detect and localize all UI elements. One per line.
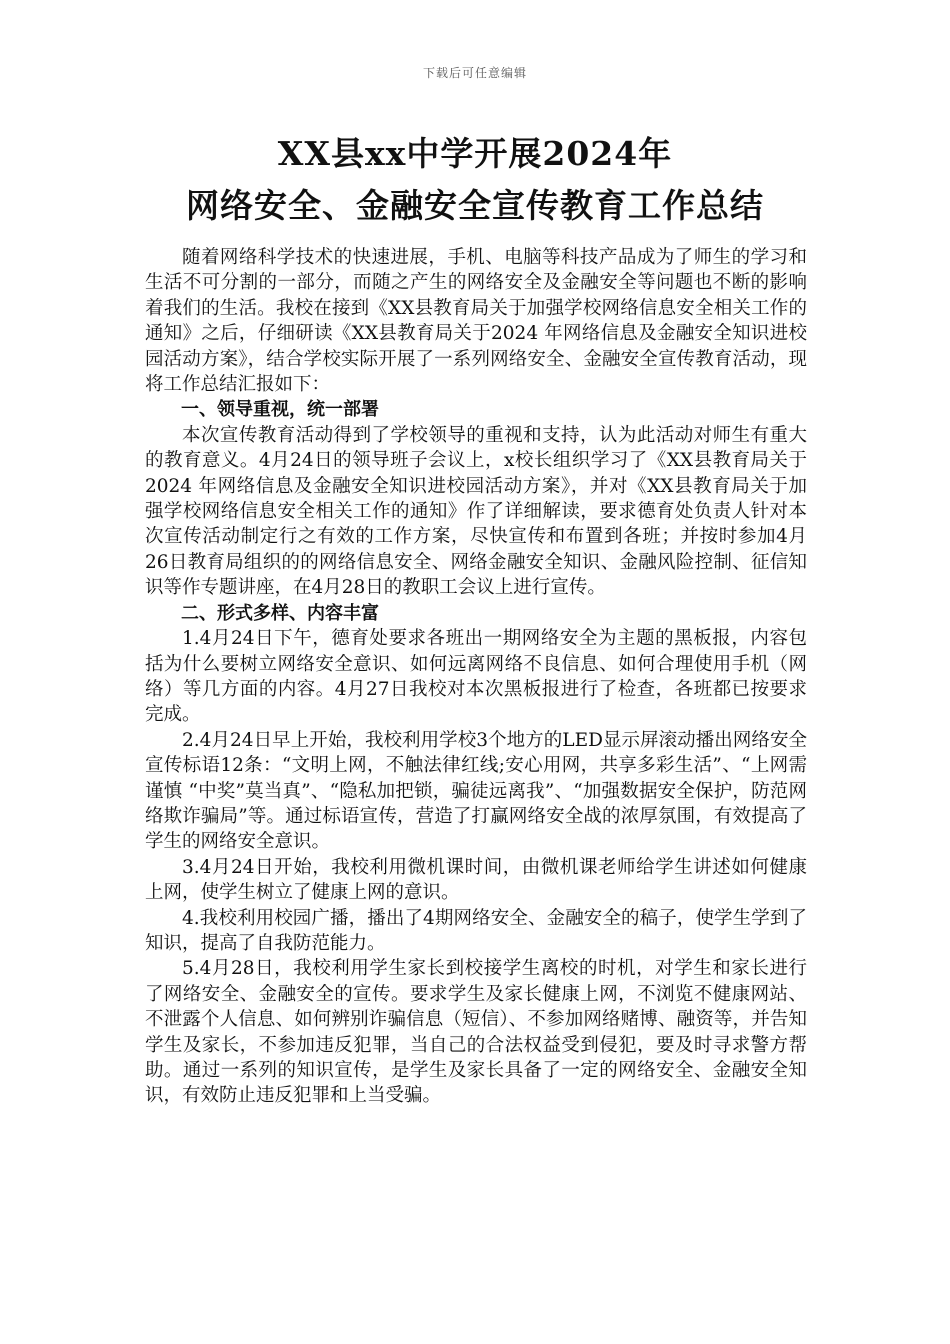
section-2-item-3: 3.4月24日开始，我校利用微机课时间，由微机课老师给学生讲述如何健康上网，使学生树立了健康上网的意识。 xyxy=(145,856,807,904)
section-2-item-5: 5.4月28日，我校利用学生家长到校接学生离校的时机，对学生和家长进行了网络安全、金融安全的宣传。要求学生及家长健康上网，不浏览不健康网站、不泄露个人信息、如何辨别诈骗信息（短信）、不参加网络赌博、融资等，并告知学生及家长，不参加违反犯罪，当自己的合法权益受到侵犯，要及时寻求警方帮助。通过一系列的知识宣传，是学生及家长具备了一定的网络安全、金融安全知识，有效防止违反犯罪和上当受骗。 xyxy=(145,958,807,1107)
section-1-paragraph: 本次宣传教育活动得到了学校领导的重视和支持，认为此活动对师生有重大的教育意义。4月24日的领导班子会议上，x校长组织学习了《XX县教育局关于2024 年网络信息及金融安全知识进校园活动方案》，并对《XX县教育局关于加强学校网络信息安全相关工作的通知》作了详细解读，要求德育处负责人针对本次宣传活动制定行之有效的工作方案，尽快宣传和布置到各班；并按时参加4月26日教育局组织的的网络信息安全、网络金融安全知识、金融风险控制、征信知识等作专题讲座，在4月28日的教职工会议上进行宣传。 xyxy=(145,424,807,599)
section-1-heading: 一、领导重视，统一部署 xyxy=(181,399,379,421)
document-body xyxy=(145,245,807,1109)
section-2-item-2: 2.4月24日早上开始，我校利用学校3个地方的LED显示屏滚动播出网络安全宣传标语12条：“文明上网，不触法律红线;安心用网，共享多彩生活”、“上网需谨慎 “中奖”莫当真”、“隐私加把锁，骗徒远离我”、“加强数据安全保护，防范网络欺诈骗局”等。通过标语宣传，营造了打赢网络安全战的浓厚氛围，有效提高了学生的网络安全意识。 xyxy=(145,729,807,853)
intro-paragraph: 随着网络科学技术的快速进展，手机、电脑等科技产品成为了师生的学习和生活不可分割的一部分，而随之产生的网络安全及金融安全等问题也不断的影响着我们的生活。我校在接到《XX县教育局关于加强学校网络信息安全相关工作的通知》之后，仔细研读《XX县教育局关于2024 年网络信息及金融安全知识进校园活动方案》，结合学校实际开展了一系列网络安全、金融安全宣传教育活动，现将工作总结汇报如下： xyxy=(145,247,807,396)
header-note: 下载后可任意编辑 xyxy=(422,66,527,80)
document-title xyxy=(0,128,950,232)
section-2-item-4: 4.我校利用校园广播，播出了4期网络安全、金融安全的稿子，使学生学到了知识，提高了自我防范能力。 xyxy=(145,907,807,954)
title-line-2: 网络安全、金融安全宣传教育工作总结 xyxy=(186,186,764,225)
section-2-heading: 二、形式多样、内容丰富 xyxy=(181,602,379,624)
title-line-1: XX县xx中学开展2024年 xyxy=(277,134,673,173)
section-2-item-1: 1.4月24日下午，德育处要求各班出一期网络安全为主题的黑板报，内容包括为什么要树立网络安全意识、如何远离网络不良信息、如何合理使用手机（网络）等几方面的内容。4月27日我校对本次黑板报进行了检查，各班都已按要求完成。 xyxy=(145,628,807,726)
